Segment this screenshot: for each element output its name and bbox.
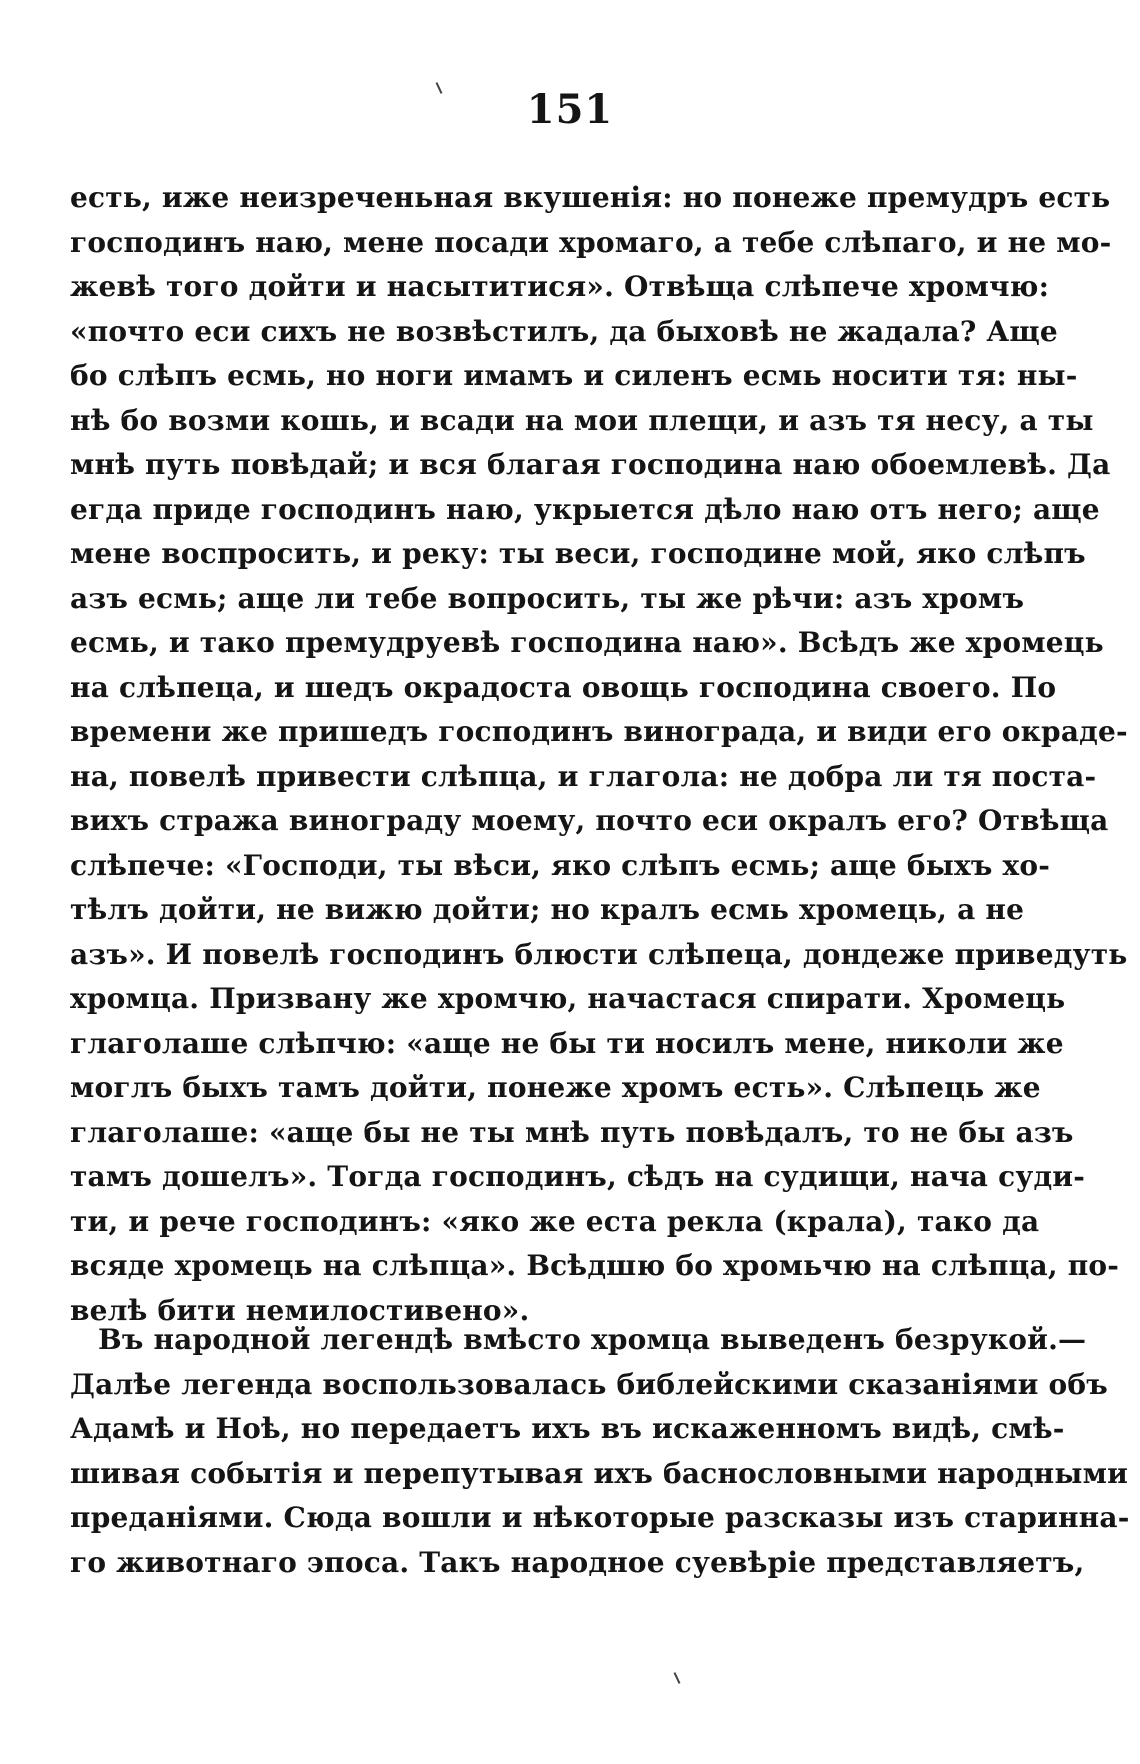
text-line: шивая событія и перепутывая ихъ баснословными народными [70, 1456, 1129, 1490]
text-line: бо слѣпъ есмь, но ноги имамъ и силенъ есмь носити тя: ны- [70, 359, 1078, 392]
text-line: егда приде господинъ наю, укрыется дѣло наю отъ него; аще [70, 492, 1100, 526]
text-line: жевѣ того дойти и насытитися». Отвѣща слѣпече хромчю: [70, 270, 1050, 303]
text-line: хромца. Призвану же хромчю, начастася спирати. Хромець [70, 982, 1066, 1015]
text-line: моглъ быхъ тамъ дойти, понеже хромъ есть». Слѣпець же [70, 1071, 1041, 1104]
scan-speck [674, 1672, 681, 1684]
text-line: мене воспросить, и реку: ты веси, господине мой, яко слѣпъ [70, 537, 1086, 570]
text-line: мнѣ путь повѣдай; и вся благая господина наю обоемлевѣ. Да [70, 448, 1111, 481]
text-line: есмь, и тако премудруевѣ господина наю». Всѣдъ же хромець [70, 626, 1104, 659]
text-line: Далѣе легенда воспользовалась библейскими сказаніями объ [70, 1367, 1108, 1401]
text-line: есть, иже неизреченьная вкушенія: но понеже премудръ есть [70, 181, 1111, 214]
text-line: всяде хромець на слѣпца». Всѣдшю бо хромьчю на слѣпца, по- [70, 1249, 1120, 1282]
text-line: господинъ наю, мене посади хромаго, а тебе слѣпаго, и не мо- [70, 225, 1112, 259]
text-line: на, повелѣ привести слѣпца, и глагола: не добра ли тя поста- [70, 759, 1097, 793]
text-line: го животнаго эпоса. Такъ народное суевѣріе представляетъ, [70, 1545, 1085, 1579]
text-line: преданіями. Сюда вошли и нѣкоторые разсказы изъ старинна- [70, 1501, 1130, 1534]
paragraph-1 [70, 176, 1128, 1333]
text-line: слѣпече: «Господи, ты вѣси, яко слѣпъ есмь; аще быхъ хо- [70, 848, 1051, 882]
text-line: вихъ стража винограду моему, почто еси окралъ его? Отвѣща [70, 804, 1109, 837]
text-line: Адамѣ и Ноѣ, но передаетъ ихъ въ искаженномъ видѣ, смѣ- [70, 1412, 1065, 1445]
text-line: азъ». И повелѣ господинъ блюсти слѣпеца, дондеже приведуть [70, 937, 1128, 971]
text-line: тѣлъ дойти, не вижю дойти; но кралъ есмь хромець, а не [70, 893, 1025, 926]
text-line: глаголаше: «аще бы не ты мнѣ путь повѣдалъ, то не бы азъ [70, 1115, 1074, 1149]
text-line: тамъ дошелъ». Тогда господинъ, сѣдъ на судищи, нача суди- [70, 1160, 1086, 1193]
text-line: велѣ бити немилостивено». [70, 1293, 530, 1327]
text-line: азъ есмь; аще ли тебе вопросить, ты же рѣчи: азъ хромъ [70, 581, 1025, 615]
text-line: ти, и рече господинъ: «яко же еста рекла (крала), тако да [70, 1204, 1040, 1238]
text-line: времени же пришедъ господинъ винограда, и види его окраде- [70, 715, 1128, 748]
page-number: 151 [526, 86, 614, 133]
text-line: Въ народной легендѣ вмѣсто хромца выведенъ безрукой.— [98, 1323, 1087, 1356]
text-line: на слѣпеца, и шедъ окрадоста овощь господина своего. По [70, 670, 1057, 704]
text-line: глаголаше слѣпчю: «аще не бы ти носилъ мене, николи же [70, 1026, 1064, 1060]
text-line: «почто еси сихъ не возвѣстилъ, да быховѣ не жадала? Аще [70, 314, 1058, 348]
paragraph-2 [70, 1318, 1130, 1585]
text-line: нѣ бо возми кошь, и всади на мои плещи, и азъ тя несу, а ты [70, 403, 1094, 437]
